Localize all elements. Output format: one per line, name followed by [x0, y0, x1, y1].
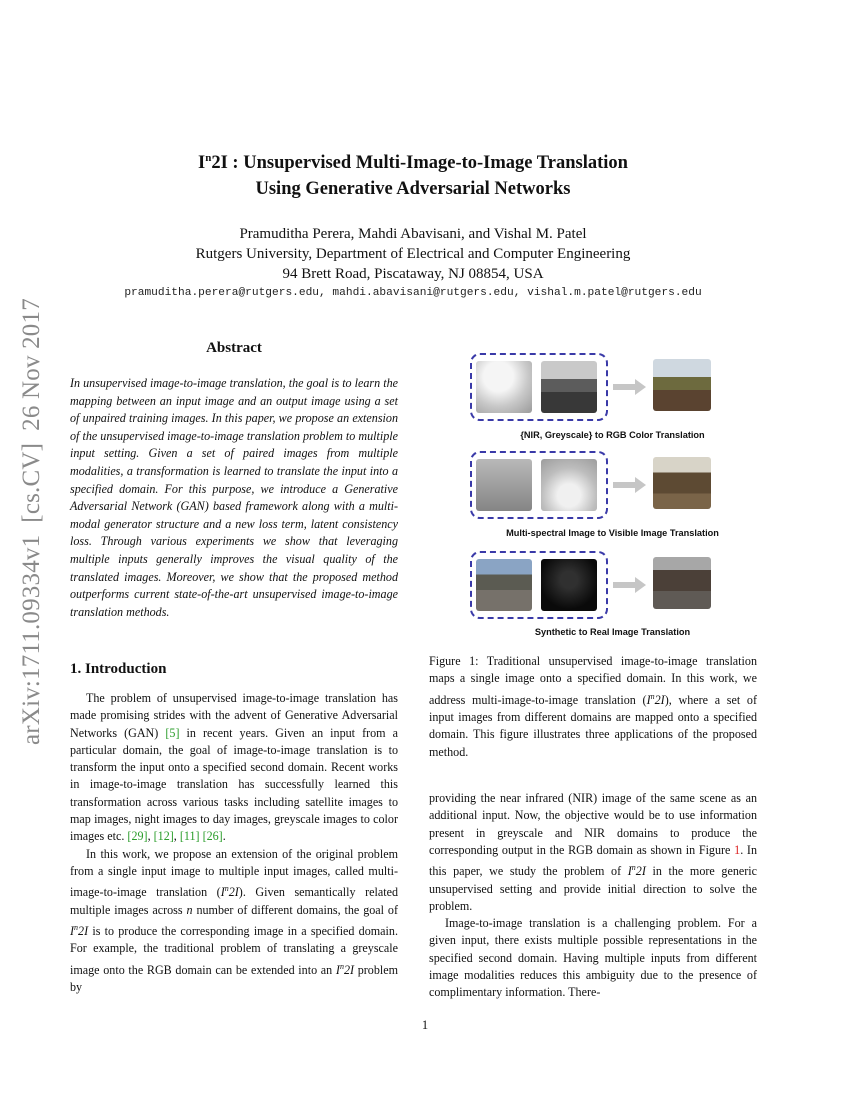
- citation-link[interactable]: [11]: [179, 829, 200, 844]
- figure-row-nir-greyscale: [470, 353, 755, 423]
- arrow-icon: [613, 476, 647, 494]
- citation-link[interactable]: [5]: [165, 725, 180, 740]
- nir-image: [476, 361, 532, 413]
- address: 94 Brett Road, Piscataway, NJ 08854, USA: [282, 266, 544, 282]
- citation-link[interactable]: [12]: [153, 829, 174, 844]
- author-names: Pramuditha Perera, Mahdi Abavisani, and Vishal M. Patel: [239, 226, 587, 242]
- citation-link[interactable]: [26]: [202, 829, 223, 844]
- intro-paragraph-1: The problem of unsupervised image-to-image translation has made promising strides with the advent of Generative Adversarial Networks (GAN) [5] in recent years. Given an input from a particular domain, the goal of image-to-image translation is to transform the input onto a specified second domain. Recent works in image-to-image translation has successfully learned this transformation across various tasks including satellite images to map images, night images to day images, greyscale images to color images etc. [29], [12], [11] [26].: [70, 691, 399, 844]
- spectral-band-image: [476, 459, 532, 511]
- synthetic-image: [476, 559, 532, 611]
- citation-link[interactable]: [29]: [127, 829, 148, 844]
- abstract-text: In unsupervised image-to-image translation, the goal is to learn the mapping between an input image and an output image using a set of unpaired training images. In this paper, we propose an extension of the unsupervised image-to-image translation problem to multiple input setting. Given a set of paired images from multiple modalities, a transformation is learned to translate the input into a specified domain. For this purpose, we introduce a Generative Adversarial Network (GAN) based framework along with a multi-modal generator structure and a new loss term, latent consistency loss. Through various experiments we show that leveraging multiple inputs generally improves the visual quality of the translated images. Moreover, we show that the proposed method outperforms current state-of-the-art unsupervised image-to-image translation methods.: [70, 376, 398, 619]
- arxiv-date: 26 Nov 2017: [18, 298, 45, 431]
- section-heading-introduction: 1. Introduction: [70, 661, 167, 677]
- figure-row-multispectral: [470, 451, 755, 521]
- arxiv-side-stamp: [8, 275, 56, 745]
- figure-row-caption: {NIR, Greyscale} to RGB Color Translation: [520, 430, 705, 440]
- figure-row-caption: Multi-spectral Image to Visible Image Translation: [506, 528, 719, 538]
- col2-paragraph-1: providing the near infrared (NIR) image of the same scene as an additional input. Now, the objective would be to use information present in greyscale and NIR domains to produce the corresponding output in the RGB domain as shown in Figure 1. In this paper, we study the problem of $I^n2I$ in the more generic unsupervised setting and provide initial direction to solve the problem.: [429, 791, 757, 913]
- figure-row-synthetic: [470, 551, 755, 621]
- greyscale-image: [541, 361, 597, 413]
- right-column-text: [429, 790, 757, 1002]
- real-output-image: [653, 557, 711, 609]
- author-emails[interactable]: pramuditha.perera@rutgers.edu, mahdi.abavisani@rutgers.edu, vishal.m.patel@rutgers.edu: [124, 287, 702, 299]
- abstract-heading: Abstract: [206, 340, 262, 356]
- figure-ref-link[interactable]: 1: [734, 842, 741, 857]
- arrow-icon: [613, 378, 647, 396]
- page-number: 1: [421, 1018, 429, 1032]
- title-line-1: $I^n2I$ : Unsupervised Multi-Image-to-Image Translation: [198, 152, 628, 173]
- author-block: [100, 224, 726, 284]
- rgb-output-image: [653, 359, 711, 411]
- title-line-2: Using Generative Adversarial Networks: [255, 179, 571, 199]
- arrow-icon: [613, 576, 647, 594]
- affiliation: Rutgers University, Department of Electrical and Computer Engineering: [195, 246, 631, 262]
- arxiv-category: [cs.CV]: [18, 442, 45, 523]
- depth-image: [541, 559, 597, 611]
- paper-title: [100, 145, 726, 202]
- intro-paragraph-2: In this work, we propose an extension of the original problem from a single input image to multiple input images, called multi-image-to-image translation $(I^n2I)$. Given semantically related multiple images across n number of different domains, the goal of $I^n2I$ is to produce the corresponding image in a specified domain. For example, the traditional problem of translating a greyscale image onto the RGB domain can be extended into an $I^n2I$ problem by: [70, 846, 399, 994]
- figure-row-caption: Synthetic to Real Image Translation: [534, 627, 691, 637]
- arxiv-id: arXiv:1711.09334v1: [18, 534, 45, 745]
- figure-caption: Figure 1: Traditional unsupervised image-to-image translation maps a single image onto a specified domain. In this work, we address multi-image-to-image translation $(I^n2I)$, where a set of input images from different domains are mapped onto a specified domain. This figure illustrates three applications of the proposed method.: [429, 654, 757, 759]
- spectral-band-image: [541, 459, 597, 511]
- col2-paragraph-2: Image-to-image translation is a challenging problem. For a given input, there exists multiple possible representations in the specified second domain. Having multiple inputs from different image modalities reduces this ambiguity due to the presence of complimentary information. There-: [429, 916, 757, 1000]
- visible-output-image: [653, 457, 711, 509]
- introduction-text: [70, 690, 398, 996]
